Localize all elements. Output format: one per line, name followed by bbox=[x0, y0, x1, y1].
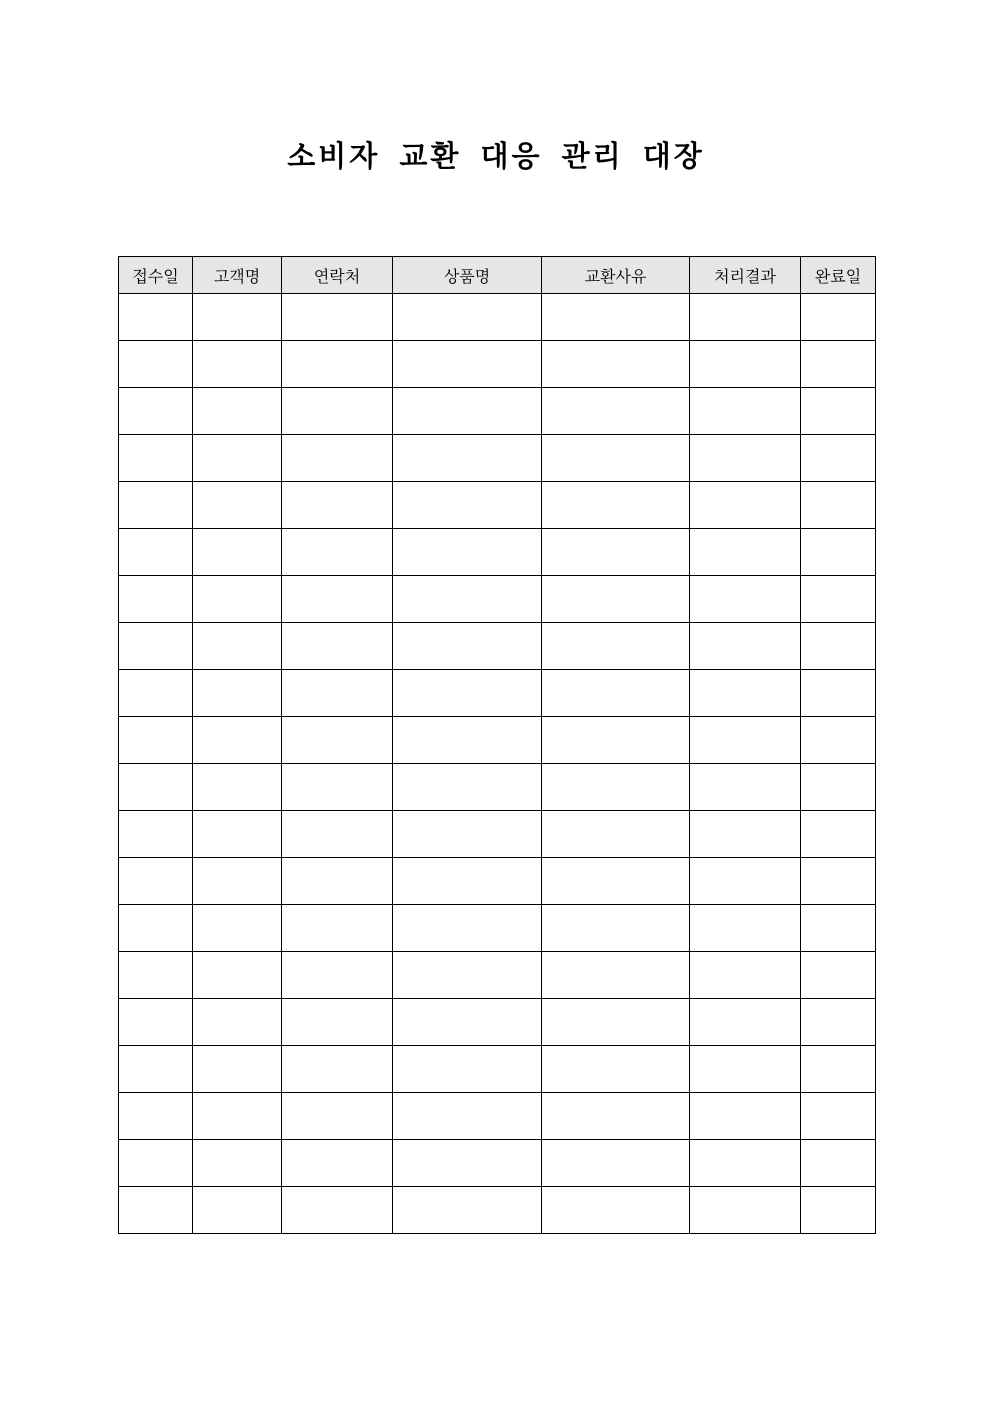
cell-product-name[interactable] bbox=[393, 1187, 542, 1234]
cell-contact[interactable] bbox=[282, 952, 393, 999]
cell-receipt-date[interactable] bbox=[119, 717, 193, 764]
table-row bbox=[119, 764, 876, 811]
cell-completion-date[interactable] bbox=[801, 1140, 876, 1187]
cell-exchange-reason[interactable] bbox=[542, 1046, 690, 1093]
cell-exchange-reason[interactable] bbox=[542, 294, 690, 341]
cell-completion-date[interactable] bbox=[801, 482, 876, 529]
cell-contact[interactable] bbox=[282, 294, 393, 341]
table-row bbox=[119, 435, 876, 482]
cell-product-name[interactable] bbox=[393, 294, 542, 341]
table-row bbox=[119, 294, 876, 341]
cell-product-name[interactable] bbox=[393, 529, 542, 576]
cell-completion-date[interactable] bbox=[801, 576, 876, 623]
cell-result[interactable] bbox=[690, 999, 801, 1046]
cell-customer-name[interactable] bbox=[193, 952, 282, 999]
cell-customer-name[interactable] bbox=[193, 999, 282, 1046]
cell-completion-date[interactable] bbox=[801, 1093, 876, 1140]
header-receipt-date: 접수일 bbox=[119, 257, 193, 294]
cell-product-name[interactable] bbox=[393, 999, 542, 1046]
cell-completion-date[interactable] bbox=[801, 623, 876, 670]
table-row bbox=[119, 858, 876, 905]
table-row bbox=[119, 576, 876, 623]
cell-receipt-date[interactable] bbox=[119, 341, 193, 388]
cell-result[interactable] bbox=[690, 482, 801, 529]
cell-product-name[interactable] bbox=[393, 623, 542, 670]
cell-result[interactable] bbox=[690, 1046, 801, 1093]
cell-result[interactable] bbox=[690, 388, 801, 435]
cell-receipt-date[interactable] bbox=[119, 999, 193, 1046]
cell-receipt-date[interactable] bbox=[119, 435, 193, 482]
cell-product-name[interactable] bbox=[393, 482, 542, 529]
cell-completion-date[interactable] bbox=[801, 294, 876, 341]
cell-result[interactable] bbox=[690, 435, 801, 482]
header-contact: 연락처 bbox=[282, 257, 393, 294]
cell-contact[interactable] bbox=[282, 1093, 393, 1140]
cell-contact[interactable] bbox=[282, 1046, 393, 1093]
cell-contact[interactable] bbox=[282, 858, 393, 905]
table-row bbox=[119, 529, 876, 576]
cell-completion-date[interactable] bbox=[801, 717, 876, 764]
cell-result[interactable] bbox=[690, 294, 801, 341]
cell-contact[interactable] bbox=[282, 435, 393, 482]
cell-exchange-reason[interactable] bbox=[542, 999, 690, 1046]
table-row bbox=[119, 1046, 876, 1093]
cell-customer-name[interactable] bbox=[193, 905, 282, 952]
cell-product-name[interactable] bbox=[393, 1093, 542, 1140]
cell-product-name[interactable] bbox=[393, 1046, 542, 1093]
document-title: 소비자 교환 대응 관리 대장 bbox=[287, 139, 705, 173]
cell-customer-name[interactable] bbox=[193, 388, 282, 435]
cell-completion-date[interactable] bbox=[801, 435, 876, 482]
cell-customer-name[interactable] bbox=[193, 1093, 282, 1140]
header-product-name: 상품명 bbox=[393, 257, 542, 294]
cell-product-name[interactable] bbox=[393, 811, 542, 858]
cell-receipt-date[interactable] bbox=[119, 482, 193, 529]
cell-completion-date[interactable] bbox=[801, 341, 876, 388]
cell-exchange-reason[interactable] bbox=[542, 576, 690, 623]
table-row bbox=[119, 341, 876, 388]
header-exchange-reason: 교환사유 bbox=[542, 257, 690, 294]
cell-receipt-date[interactable] bbox=[119, 529, 193, 576]
cell-customer-name[interactable] bbox=[193, 576, 282, 623]
cell-completion-date[interactable] bbox=[801, 905, 876, 952]
table-row bbox=[119, 905, 876, 952]
cell-customer-name[interactable] bbox=[193, 717, 282, 764]
cell-customer-name[interactable] bbox=[193, 858, 282, 905]
cell-exchange-reason[interactable] bbox=[542, 717, 690, 764]
cell-contact[interactable] bbox=[282, 341, 393, 388]
cell-product-name[interactable] bbox=[393, 341, 542, 388]
exchange-ledger-table bbox=[118, 256, 876, 1234]
cell-completion-date[interactable] bbox=[801, 1046, 876, 1093]
cell-customer-name[interactable] bbox=[193, 341, 282, 388]
cell-receipt-date[interactable] bbox=[119, 764, 193, 811]
cell-product-name[interactable] bbox=[393, 952, 542, 999]
cell-result[interactable] bbox=[690, 764, 801, 811]
cell-exchange-reason[interactable] bbox=[542, 388, 690, 435]
cell-customer-name[interactable] bbox=[193, 670, 282, 717]
table-row bbox=[119, 1140, 876, 1187]
cell-completion-date[interactable] bbox=[801, 388, 876, 435]
cell-exchange-reason[interactable] bbox=[542, 905, 690, 952]
cell-exchange-reason[interactable] bbox=[542, 435, 690, 482]
cell-contact[interactable] bbox=[282, 1140, 393, 1187]
cell-receipt-date[interactable] bbox=[119, 388, 193, 435]
cell-receipt-date[interactable] bbox=[119, 670, 193, 717]
cell-contact[interactable] bbox=[282, 999, 393, 1046]
cell-contact[interactable] bbox=[282, 905, 393, 952]
cell-exchange-reason[interactable] bbox=[542, 1093, 690, 1140]
cell-result[interactable] bbox=[690, 670, 801, 717]
table-body bbox=[119, 294, 876, 1234]
cell-completion-date[interactable] bbox=[801, 1187, 876, 1234]
cell-contact[interactable] bbox=[282, 764, 393, 811]
cell-exchange-reason[interactable] bbox=[542, 764, 690, 811]
header-result: 처리결과 bbox=[690, 257, 801, 294]
cell-exchange-reason[interactable] bbox=[542, 670, 690, 717]
cell-product-name[interactable] bbox=[393, 670, 542, 717]
cell-contact[interactable] bbox=[282, 717, 393, 764]
cell-completion-date[interactable] bbox=[801, 811, 876, 858]
cell-product-name[interactable] bbox=[393, 717, 542, 764]
cell-contact[interactable] bbox=[282, 388, 393, 435]
cell-completion-date[interactable] bbox=[801, 529, 876, 576]
cell-receipt-date[interactable] bbox=[119, 811, 193, 858]
cell-customer-name[interactable] bbox=[193, 435, 282, 482]
cell-product-name[interactable] bbox=[393, 764, 542, 811]
cell-contact[interactable] bbox=[282, 529, 393, 576]
cell-receipt-date[interactable] bbox=[119, 1140, 193, 1187]
cell-customer-name[interactable] bbox=[193, 482, 282, 529]
cell-receipt-date[interactable] bbox=[119, 905, 193, 952]
table-row bbox=[119, 1093, 876, 1140]
cell-customer-name[interactable] bbox=[193, 811, 282, 858]
header-completion-date: 완료일 bbox=[801, 257, 876, 294]
cell-contact[interactable] bbox=[282, 576, 393, 623]
table-row bbox=[119, 482, 876, 529]
cell-result[interactable] bbox=[690, 905, 801, 952]
cell-result[interactable] bbox=[690, 576, 801, 623]
table-row bbox=[119, 999, 876, 1046]
cell-result[interactable] bbox=[690, 811, 801, 858]
cell-exchange-reason[interactable] bbox=[542, 482, 690, 529]
table-row bbox=[119, 952, 876, 999]
table-header-row bbox=[119, 257, 876, 294]
cell-receipt-date[interactable] bbox=[119, 858, 193, 905]
cell-completion-date[interactable] bbox=[801, 858, 876, 905]
cell-exchange-reason[interactable] bbox=[542, 858, 690, 905]
cell-receipt-date[interactable] bbox=[119, 1187, 193, 1234]
cell-completion-date[interactable] bbox=[801, 952, 876, 999]
cell-receipt-date[interactable] bbox=[119, 576, 193, 623]
cell-result[interactable] bbox=[690, 1140, 801, 1187]
cell-contact[interactable] bbox=[282, 811, 393, 858]
cell-contact[interactable] bbox=[282, 482, 393, 529]
cell-customer-name[interactable] bbox=[193, 529, 282, 576]
cell-customer-name[interactable] bbox=[193, 1140, 282, 1187]
cell-receipt-date[interactable] bbox=[119, 1093, 193, 1140]
cell-result[interactable] bbox=[690, 341, 801, 388]
table-row bbox=[119, 717, 876, 764]
cell-product-name[interactable] bbox=[393, 1140, 542, 1187]
table-row bbox=[119, 670, 876, 717]
cell-completion-date[interactable] bbox=[801, 670, 876, 717]
cell-completion-date[interactable] bbox=[801, 999, 876, 1046]
cell-result[interactable] bbox=[690, 1093, 801, 1140]
table-row bbox=[119, 388, 876, 435]
cell-customer-name[interactable] bbox=[193, 1187, 282, 1234]
cell-product-name[interactable] bbox=[393, 576, 542, 623]
table-row bbox=[119, 623, 876, 670]
cell-exchange-reason[interactable] bbox=[542, 623, 690, 670]
cell-contact[interactable] bbox=[282, 1187, 393, 1234]
cell-product-name[interactable] bbox=[393, 388, 542, 435]
cell-customer-name[interactable] bbox=[193, 623, 282, 670]
cell-contact[interactable] bbox=[282, 623, 393, 670]
table-row bbox=[119, 811, 876, 858]
cell-exchange-reason[interactable] bbox=[542, 341, 690, 388]
header-customer-name: 고객명 bbox=[193, 257, 282, 294]
cell-result[interactable] bbox=[690, 623, 801, 670]
cell-exchange-reason[interactable] bbox=[542, 1140, 690, 1187]
cell-customer-name[interactable] bbox=[193, 1046, 282, 1093]
cell-receipt-date[interactable] bbox=[119, 1046, 193, 1093]
cell-contact[interactable] bbox=[282, 670, 393, 717]
table-row bbox=[119, 1187, 876, 1234]
cell-completion-date[interactable] bbox=[801, 764, 876, 811]
cell-receipt-date[interactable] bbox=[119, 952, 193, 999]
cell-customer-name[interactable] bbox=[193, 764, 282, 811]
cell-result[interactable] bbox=[690, 717, 801, 764]
cell-product-name[interactable] bbox=[393, 858, 542, 905]
cell-product-name[interactable] bbox=[393, 905, 542, 952]
cell-result[interactable] bbox=[690, 858, 801, 905]
cell-product-name[interactable] bbox=[393, 435, 542, 482]
cell-result[interactable] bbox=[690, 952, 801, 999]
cell-exchange-reason[interactable] bbox=[542, 529, 690, 576]
cell-result[interactable] bbox=[690, 529, 801, 576]
cell-exchange-reason[interactable] bbox=[542, 1187, 690, 1234]
cell-customer-name[interactable] bbox=[193, 294, 282, 341]
cell-receipt-date[interactable] bbox=[119, 294, 193, 341]
cell-exchange-reason[interactable] bbox=[542, 952, 690, 999]
cell-receipt-date[interactable] bbox=[119, 623, 193, 670]
cell-exchange-reason[interactable] bbox=[542, 811, 690, 858]
cell-result[interactable] bbox=[690, 1187, 801, 1234]
